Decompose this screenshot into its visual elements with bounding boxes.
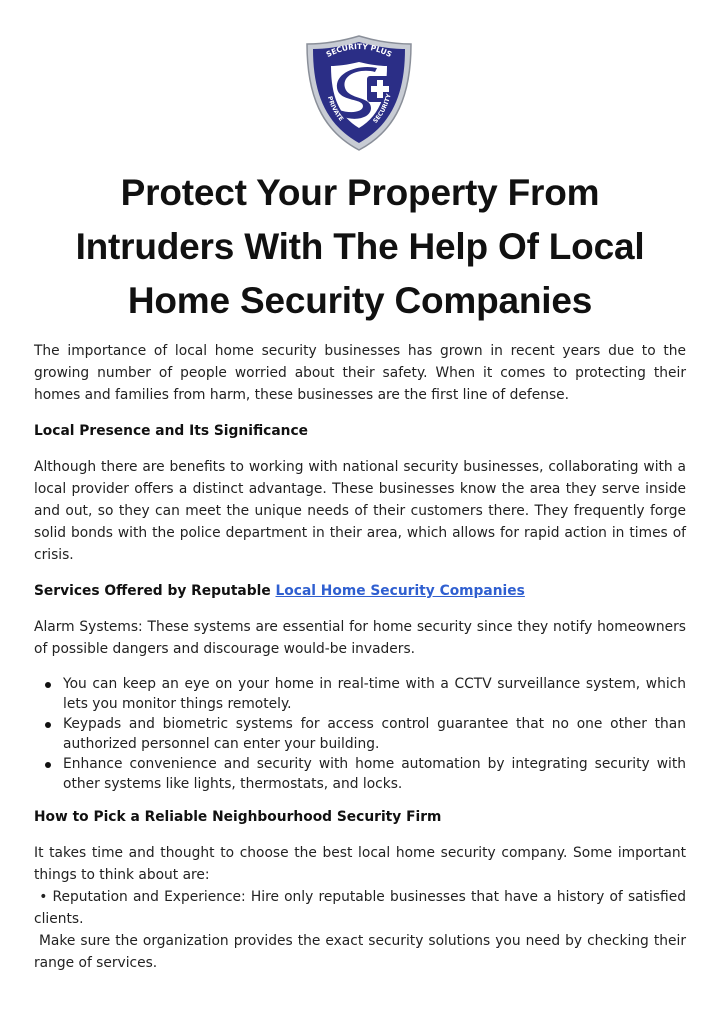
section-heading-how-to-pick: How to Pick a Reliable Neighbourhood Security Firm [34,809,442,825]
section-heading-services [34,580,686,602]
services-list [34,674,686,794]
local-home-security-companies-link[interactable]: Local Home Security Companies [275,583,525,599]
logo-text-left: PRIVATE [325,95,345,123]
how-to-pick-paragraph: It takes time and thought to choose the best local home security company. Some important things to think about are: [34,845,686,883]
intro-paragraph: The importance of local home security businesses has grown in recent years due to the growing number of people worried about their safety. When it comes to protecting their homes and families from harm, these businesses are the first line of defense. [34,343,686,403]
security-plus-logo [305,34,413,152]
reputation-point: • Reputation and Experience: Hire only reputable businesses that have a history of satisfied clients. [34,889,691,927]
logo-text-right: SECURITY [371,93,393,125]
services-range-point: Make sure the organization provides the exact security solutions you need by checking their range of services. [34,933,691,971]
title-line-2: Intruders With The Help Of Local [75,226,645,267]
page-title [30,166,690,328]
list-item-home-automation: Enhance convenience and security with home automation by integrating security with other systems like lights, thermostats, and locks. [34,754,686,794]
list-item-access-control: Keypads and biometric systems for access control guarantee that no one other than authorized personnel can enter your building. [34,714,686,754]
services-heading-prefix: Services Offered by Reputable [34,583,276,599]
section-heading-local-presence: Local Presence and Its Significance [34,423,309,439]
list-item-cctv: You can keep an eye on your home in real-time with a CCTV surveillance system, which lets you monitor things remotely. [34,674,686,714]
title-line-3: Home Security Companies [127,280,593,321]
logo-text-top: SECURITY PLUS [324,41,394,60]
title-line-1: Protect Your Property From [120,172,600,213]
article-body [34,340,691,974]
alarm-systems-paragraph: Alarm Systems: These systems are essential for home security since they notify homeowners of possible dangers and discourage would-be invaders. [34,619,686,657]
local-presence-paragraph: Although there are benefits to working with national security businesses, collaborating with a local provider offers a distinct advantage. These businesses know the area they serve inside and out, so they can meet the unique needs of their customers there. They frequently forge solid bonds with the police department in their area, which allows for rapid action in times of crisis. [34,459,686,563]
